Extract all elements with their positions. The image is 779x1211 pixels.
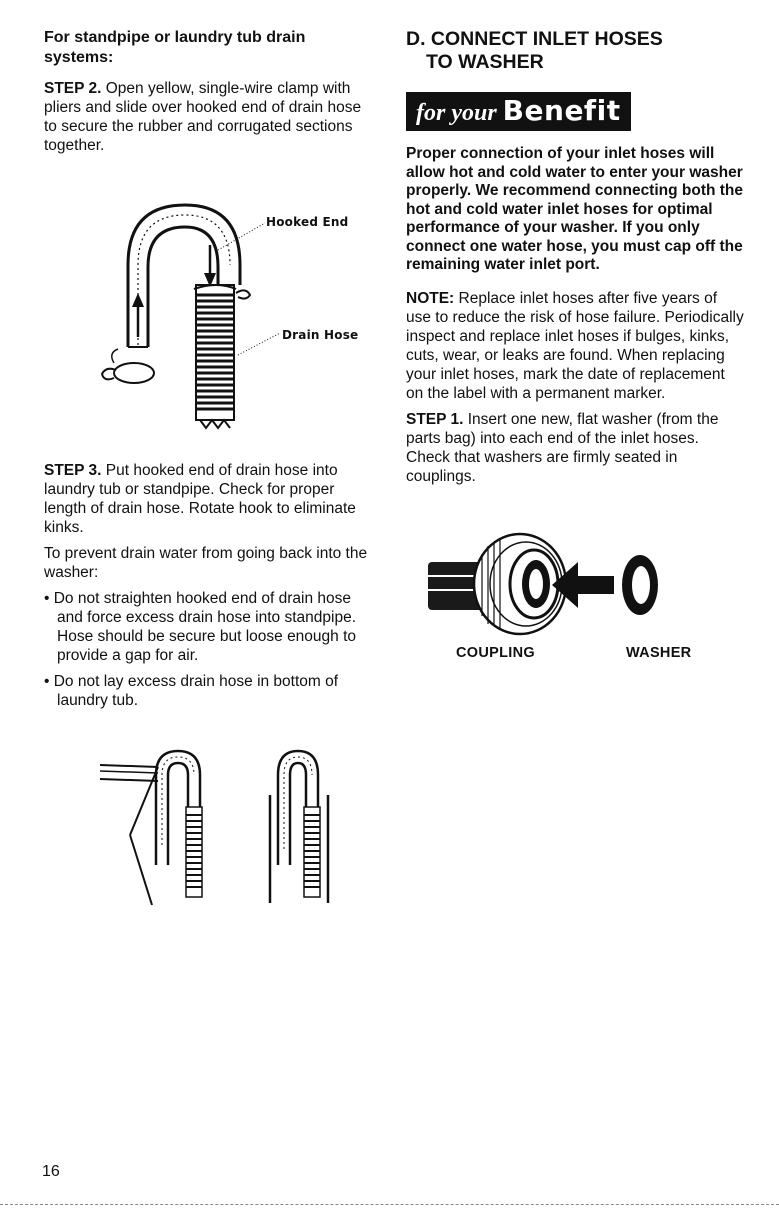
coupling-washer-figure	[422, 532, 692, 642]
badge-for-your: for your	[416, 100, 497, 126]
washer-icon	[622, 555, 658, 615]
page-number: 16	[42, 1163, 60, 1180]
bullet-item: • Do not straighten hooked end of drain hose and force excess drain hose into standpipe. Hose should be secure but loose enough to provide a gap for air.	[44, 590, 357, 664]
washer-caption: WASHER	[626, 645, 692, 661]
note-text: Replace inlet hoses after five years of use to reduce the risk of hose failure. Periodically inspect and replace inlet hoses if bulges, kinks, cuts, wear, or leaks are found. When replacing your inlet hoses, mark the date of replacement on the label with a permanent marker.	[406, 289, 744, 402]
step1-paragraph	[406, 410, 746, 486]
badge-benefit: Benefit	[502, 94, 621, 127]
drain-hose-label: Drain Hose	[282, 328, 359, 342]
step2-label: STEP 2.	[44, 80, 102, 97]
standpipe-heading: For standpipe or laundry tub drain systems:	[44, 29, 306, 66]
laundry-tub-standpipe-figure	[100, 745, 360, 910]
step2-text: Open yellow, single-wire clamp with pliers and slide over hooked end of drain hose to secure the rubber and corrugated sections together.	[44, 80, 362, 154]
section-title-line2: TO WASHER	[426, 51, 544, 73]
note-label: NOTE:	[406, 289, 455, 307]
step3-label: STEP 3.	[44, 462, 102, 479]
step3-paragraph	[44, 461, 374, 537]
left-column-lower	[44, 461, 374, 710]
for-your-benefit-badge	[406, 92, 631, 131]
step2-paragraph	[44, 79, 374, 155]
benefit-paragraph: Proper connection of your inlet hoses will allow hot and cold water to enter your washer properly. We recommend connecting both the hot and cold water inlet hoses for optimal performance of your washer. If you only connect one water hose, you must cap off the remaining water inlet port.	[406, 145, 744, 273]
section-letter: D.	[406, 28, 426, 50]
corrugated-hose	[196, 285, 234, 428]
section-title	[406, 28, 746, 74]
hooked-end-label: Hooked End	[266, 215, 349, 229]
note-paragraph	[406, 289, 746, 403]
section-title-line1: CONNECT INLET HOSES	[430, 28, 663, 50]
page-bottom-rule	[0, 1204, 779, 1205]
step3-text: Put hooked end of drain hose into laundry tub or standpipe. Check for proper length of drain hose. Rotate hook to eliminate kinks.	[44, 462, 356, 536]
drain-hose-clamp-figure	[90, 195, 360, 435]
coupling-caption: COUPLING	[456, 645, 535, 661]
clamp-icon	[102, 349, 154, 383]
step1-text: Insert one new, flat washer (from the parts bag) into each end of the inlet hoses. Check that washers are firmly seated in couplings.	[406, 410, 719, 485]
coupling-icon	[474, 534, 566, 634]
prevent-paragraph: To prevent drain water from going back into the washer:	[44, 545, 368, 581]
bullet-item: • Do not lay excess drain hose in bottom of laundry tub.	[44, 673, 339, 709]
step1-label: STEP 1.	[406, 410, 464, 428]
right-column	[406, 28, 746, 486]
left-column	[44, 28, 374, 155]
